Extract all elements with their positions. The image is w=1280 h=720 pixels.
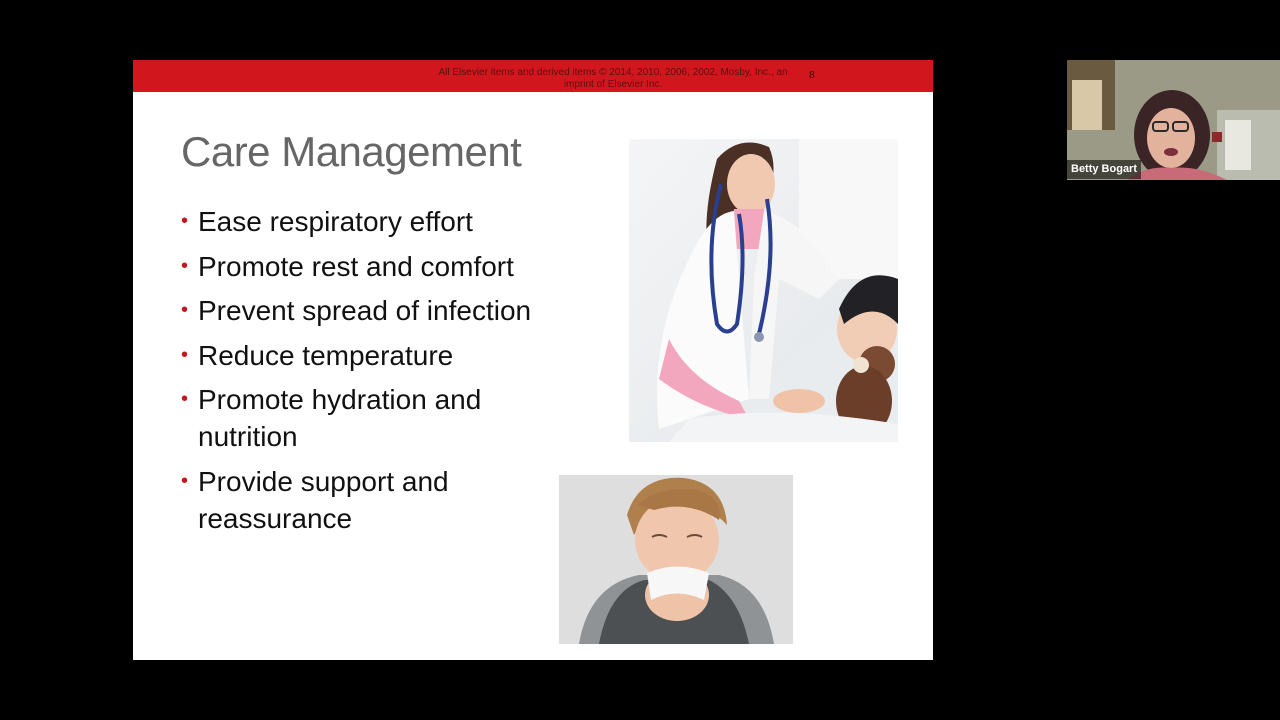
nurse-with-child-photo xyxy=(629,139,898,442)
bullet-item xyxy=(181,248,601,285)
slide-title: Care Management xyxy=(181,128,522,175)
sneezing-boy-photo xyxy=(559,475,793,644)
bullet-item xyxy=(181,381,601,455)
bullet-item xyxy=(181,292,601,329)
slide-header-bar xyxy=(133,60,933,92)
bullet-text: Reduce temperature xyxy=(198,339,454,371)
bullet-dot-icon: • xyxy=(181,469,189,492)
presentation-slide xyxy=(133,60,933,660)
bullet-item xyxy=(181,203,601,240)
bullet-item xyxy=(181,463,601,537)
copyright-notice: All Elsevier items and derived items © 2014, 2010, 2006, 2002, Mosby, Inc., an imprint of Elsevier Inc. xyxy=(438,67,788,90)
participant-video-tile[interactable] xyxy=(1067,60,1280,180)
participant-name-label: Betty Bogart xyxy=(1067,160,1141,179)
bullet-text: Prevent spread of infection xyxy=(198,295,532,326)
bullet-item xyxy=(181,337,601,374)
bullet-text: Promote hydration and nutrition xyxy=(198,384,482,452)
bullet-dot-icon: • xyxy=(181,299,189,321)
bullet-text: Promote rest and comfort xyxy=(198,250,514,282)
bullet-dot-icon: • xyxy=(181,210,189,232)
bullet-list xyxy=(181,203,601,544)
bullet-dot-icon: • xyxy=(181,343,189,366)
slide-number: 8 xyxy=(809,70,815,81)
bullet-dot-icon: • xyxy=(181,254,189,277)
bullet-dot-icon: • xyxy=(181,388,189,410)
bullet-text: Ease respiratory effort xyxy=(198,206,473,237)
bullet-text: Provide support and reassurance xyxy=(198,465,449,534)
